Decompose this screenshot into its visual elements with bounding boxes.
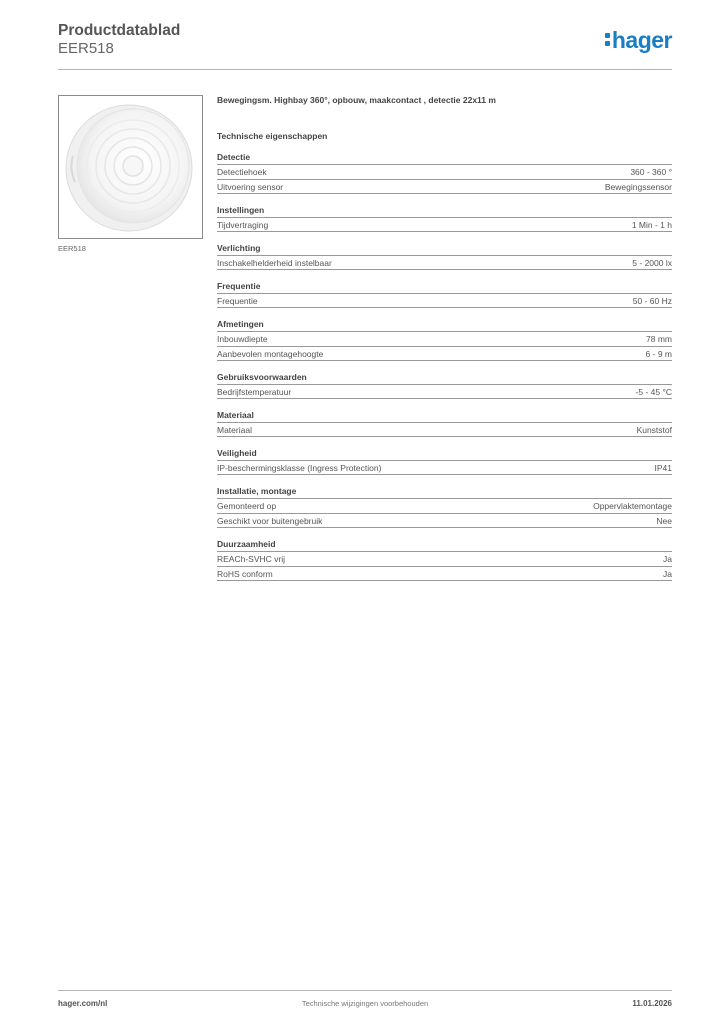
spec-value: -5 - 45 °C <box>635 386 672 397</box>
spec-label: Aanbevolen montagehoogte <box>217 348 324 359</box>
spec-row <box>217 255 672 270</box>
page-footer <box>58 990 672 1008</box>
section-title: Gebruiksvoorwaarden <box>217 372 307 382</box>
spec-label: REACh-SVHC vrij <box>217 554 286 564</box>
spec-value: Nee <box>656 515 672 526</box>
spec-rows <box>217 422 672 437</box>
spec-label: Tijdvertraging <box>217 219 269 230</box>
spec-rows <box>217 498 672 528</box>
section-title: Afmetingen <box>217 319 264 329</box>
spec-row <box>217 164 672 179</box>
spec-row <box>217 498 672 513</box>
spec-rows <box>217 255 672 270</box>
image-caption: EER518 <box>58 244 86 253</box>
spec-label: Geschikt voor buitengebruik <box>217 515 323 526</box>
spec-row <box>217 513 672 528</box>
product-image <box>58 95 203 239</box>
spec-section <box>217 241 672 270</box>
spec-section <box>217 484 672 528</box>
spec-sections <box>217 150 672 581</box>
spec-value: Ja <box>663 568 672 579</box>
spec-value: Bewegingssensor <box>604 181 672 192</box>
section-title: Installatie, montage <box>217 486 297 496</box>
section-title: Frequentie <box>217 281 261 291</box>
spec-value: IP41 <box>654 462 672 473</box>
spec-value: 360 - 360 ° <box>630 167 672 177</box>
spec-row <box>217 551 672 566</box>
section-title: Materiaal <box>217 410 254 420</box>
spec-section <box>217 446 672 475</box>
spec-label: Inbouwdiepte <box>217 334 268 344</box>
spec-section <box>217 408 672 437</box>
page-header <box>58 20 672 70</box>
spec-row <box>217 331 672 346</box>
hager-logo <box>605 27 672 54</box>
spec-row <box>217 217 672 232</box>
spec-row <box>217 179 672 194</box>
spec-label: Uitvoering sensor <box>217 181 284 192</box>
motion-sensor-icon <box>59 96 202 238</box>
spec-section <box>217 370 672 399</box>
spec-value: Kunststof <box>636 424 672 435</box>
spec-label: Bedrijfstemperatuur <box>217 386 292 397</box>
tech-properties-title: Technische eigenschappen <box>217 131 328 141</box>
spec-row <box>217 346 672 361</box>
section-title: Instellingen <box>217 205 265 215</box>
spec-label: Inschakelhelderheid instelbaar <box>217 257 332 268</box>
spec-row <box>217 422 672 437</box>
spec-label: IP-beschermingsklasse (Ingress Protection) <box>217 462 382 473</box>
spec-value: 78 mm <box>646 334 672 344</box>
logo-dots-icon <box>605 30 611 50</box>
spec-section <box>217 203 672 232</box>
section-title: Veiligheid <box>217 448 257 458</box>
spec-label: RoHS conform <box>217 568 273 579</box>
spec-row <box>217 460 672 475</box>
spec-value: 50 - 60 Hz <box>632 295 672 306</box>
spec-rows <box>217 164 672 194</box>
product-code: EER518 <box>58 40 114 57</box>
spec-rows <box>217 331 672 361</box>
spec-label: Gemonteerd op <box>217 501 277 511</box>
spec-row <box>217 384 672 399</box>
spec-rows <box>217 551 672 581</box>
spec-rows <box>217 217 672 232</box>
spec-label: Materiaal <box>217 424 252 435</box>
section-title: Detectie <box>217 152 251 162</box>
spec-value: 6 - 9 m <box>645 348 672 359</box>
footer-notice: Technische wijzigingen voorbehouden <box>301 999 429 1008</box>
spec-section <box>217 317 672 361</box>
spec-value: 5 - 2000 lx <box>632 257 672 268</box>
spec-row <box>217 566 672 581</box>
footer-date: 11.01.2026 <box>632 999 672 1008</box>
document-title: Productdatablad <box>58 22 181 39</box>
spec-rows <box>217 293 672 308</box>
spec-rows <box>217 460 672 475</box>
footer-website: hager.com/nl <box>58 999 108 1008</box>
spec-content <box>217 95 672 590</box>
section-title: Verlichting <box>217 243 261 253</box>
spec-row <box>217 293 672 308</box>
logo-text: hager <box>611 27 672 53</box>
spec-value: 1 Min - 1 h <box>631 219 672 230</box>
spec-label: Frequentie <box>217 295 258 306</box>
spec-section <box>217 150 672 194</box>
spec-rows <box>217 384 672 399</box>
spec-label: Detectiehoek <box>217 167 267 177</box>
spec-section <box>217 279 672 308</box>
spec-section <box>217 537 672 581</box>
section-title: Duurzaamheid <box>217 539 276 549</box>
product-description: Bewegingsm. Highbay 360°, opbouw, maakcontact , detectie 22x11 m <box>217 95 496 105</box>
spec-value: Oppervlaktemontage <box>593 501 672 511</box>
spec-value: Ja <box>663 554 672 564</box>
